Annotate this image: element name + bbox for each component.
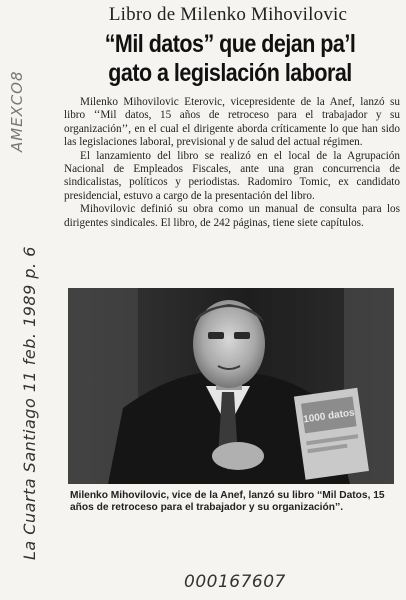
handwritten-side-code: AMEXCO8 [8,70,26,152]
photo-illustration [68,288,394,484]
article-headline: “Mil datos” que dejan pa’l gato a legislación laboral [104,30,356,87]
archive-number: 000167607 [184,572,286,592]
handwritten-source-note: La Cuarta Santiago 11 feb. 1989 p. 6 [20,246,39,560]
photo-caption: Milenko Mihovilovic, vice de la Anef, lanzó su libro ‘‘Mil Datos, 15 años de retroceso para el trabajador y su organización’’. [70,490,385,514]
paragraph: El lanzamiento del libro se realizó en el local de la Agrupación Nacional de Empleados Fiscales, ante una gran concurrencia de sindicalistas, políticos y periodistas. Radomiro Tomic, ex candidato presidencial, estuvo a cargo de la presentación del libro. [64,149,400,202]
paragraph: Mihovilovic definió su obra como un manual de consulta para los dirigentes sindicales. El libro, de 242 páginas, tiene siete capítulos. [64,203,400,229]
book-cover-title: 1000 datos [302,407,356,426]
article-body [64,96,400,230]
article-photo [68,288,394,484]
paragraph: Milenko Mihovilovic Eterovic, vicepresidente de la Anef, lanzó su libro ‘‘Mil datos, 15 años de retroceso para el trabajador y su organización’’, en el cual el dirigente aborda críticamente lo que han sido las legislaciones laboral, previsional y de salud del actual régimen. [64,96,400,149]
article-kicker: Libro de Milenko Mihovilovic [108,4,348,25]
